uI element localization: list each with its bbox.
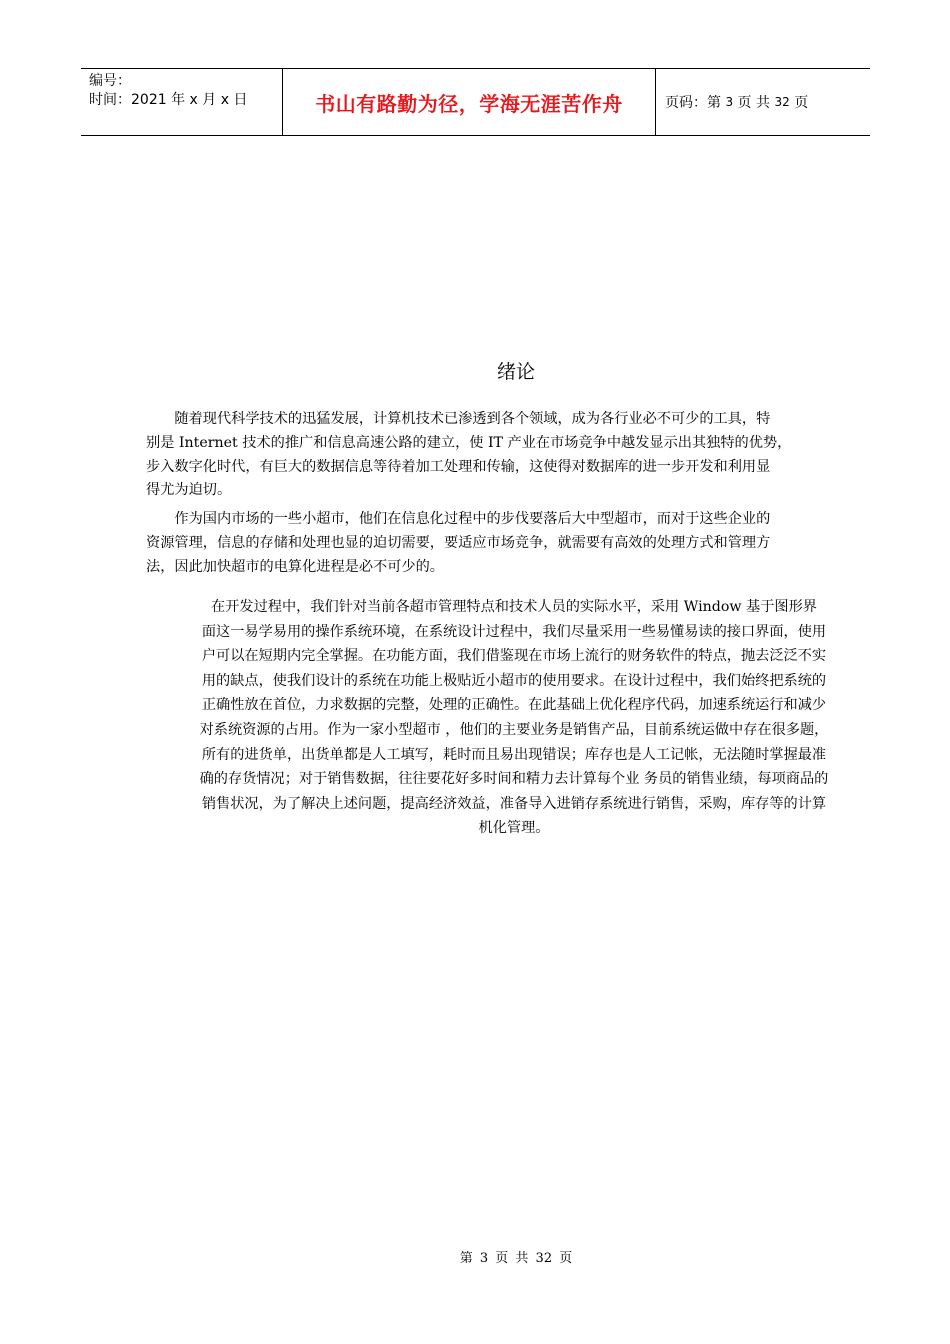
paragraph-line: 面这一易学易用的操作系统环境，在系统设计过程中，我们尽量采用一些易懂易读的接口界面，使用 bbox=[201, 623, 827, 640]
paragraph-line: 得尤为迫切。 bbox=[146, 482, 232, 499]
paragraph-line: 机化管理。 bbox=[478, 820, 550, 837]
paragraph-line: 步入数字化时代，有巨大的数据信息等待着加工处理和传输，这使得对数据库的进一步开发和利用显 bbox=[146, 458, 771, 475]
paragraph-line: 确的存货情况；对于销售数据，往往要花好多时间和精力去计算每个业 务员的销售业绩，每项商品的 bbox=[199, 771, 829, 788]
page-total: 32 bbox=[774, 95, 790, 109]
serial-number-label: 编号： bbox=[89, 73, 131, 89]
paragraph-line: 别是 Internet 技术的推广和信息高速公路的建立，使 IT 产业在市场竞争中越发显示出其独特的优势， bbox=[146, 434, 792, 451]
motto-text: 书山有路勤为径，学海无涯苦作舟 bbox=[315, 91, 623, 116]
paragraph-2 bbox=[146, 508, 882, 579]
paragraph-line: 户可以在短期内完全掌握。在功能方面，我们借鉴现在市场上流行的财务软件的特点，抛去泛泛不实 bbox=[201, 648, 827, 665]
paragraph-line: 在开发过程中，我们针对当前各超市管理特点和技术人员的实际水平，采用 Window 基于图形界 bbox=[211, 599, 817, 615]
date-label: 时间：2021 年 x 月 x 日 bbox=[89, 92, 248, 108]
paragraph-line: 法，因此加快超市的电算化进程是必不可少的。 bbox=[146, 558, 444, 575]
header-meta-cell bbox=[81, 69, 282, 135]
paragraph-3 bbox=[138, 595, 890, 841]
paragraph-line: 随着现代科学技术的迅猛发展，计算机技术已渗透到各个领域，成为各行业必不可少的工具，特 bbox=[146, 411, 771, 427]
page-footer: 第 3 页 共 32 页 bbox=[459, 1251, 573, 1266]
page-current: 3 bbox=[725, 95, 734, 109]
paragraph-line: 对系统资源的占用。作为一家小型超市 ，他们的主要业务是销售产品，目前系统运做中存在很多题， bbox=[199, 721, 829, 738]
document-title: 绪论 bbox=[496, 361, 535, 383]
paragraph-line: 正确性放在首位，力求数据的完整，处理的正确性。在此基础上优化程序代码，加速系统运行和减少 bbox=[201, 697, 827, 714]
paragraph-line: 用的缺点，使我们设计的系统在功能上极贴近小超市的使用要求。在设计过程中，我们始终把系统的 bbox=[201, 672, 827, 689]
page-mid: 页 共 bbox=[737, 95, 770, 111]
paragraph-line: 所有的进货单，出货单都是人工填写，耗时而且易出现错误；库存也是人工记帐，无法随时掌握最准 bbox=[201, 746, 827, 763]
paragraph-line: 资源管理，信息的存储和处理也显的迫切需要，要适应市场竞争，就需要有高效的处理方式和管理方 bbox=[146, 534, 771, 551]
paragraph-line: 作为国内市场的一些小超市，他们在信息化过程中的步伐要落后大中型超市，而对于这些企业的 bbox=[146, 511, 771, 527]
page-prefix: 页码：第 bbox=[665, 95, 721, 111]
paragraph-1 bbox=[146, 408, 882, 503]
page-header bbox=[81, 68, 870, 136]
page-suffix: 页 bbox=[794, 95, 809, 111]
header-motto-cell bbox=[282, 69, 656, 135]
header-page-cell bbox=[656, 69, 870, 135]
paragraph-line: 销售状况，为了解决上述问题，提高经济效益，准备导入进销存系统进行销售，采购，库存等的计算 bbox=[201, 795, 827, 812]
